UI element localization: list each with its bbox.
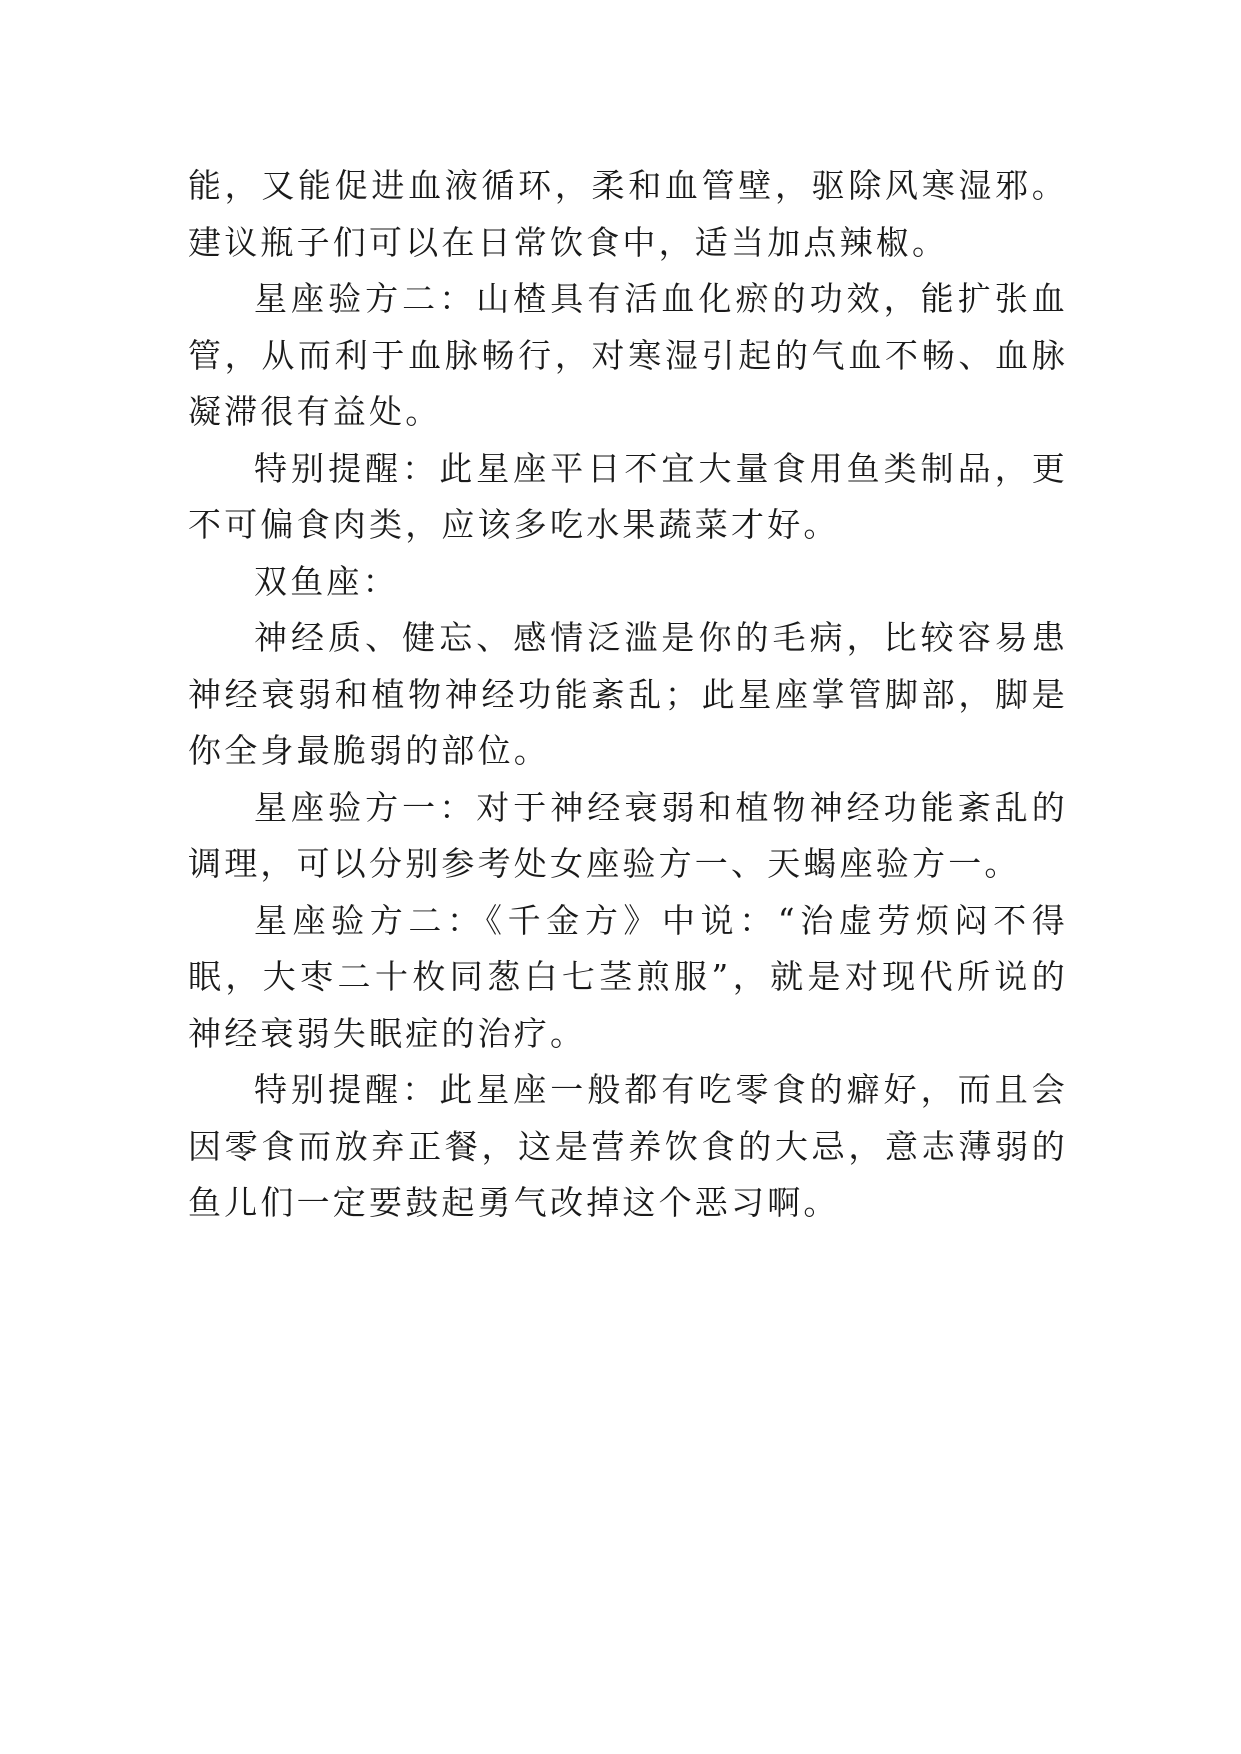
paragraph-continuation: 能，又能促进血液循环，柔和血管壁，驱除风寒湿邪。建议瓶子们可以在日常饮食中，适当加点辣椒。	[188, 166, 1068, 262]
document-body	[188, 158, 1068, 1232]
paragraph-pisces-formula-two: 星座验方二：《千金方》中说：“治虚劳烦闷不得眠，大枣二十枚同葱白七茎煎服”，就是对现代所说的神经衰弱失眠症的治疗。	[188, 900, 1068, 1053]
paragraph-pisces-heading: 双鱼座：	[254, 561, 399, 601]
paragraph-pisces-formula-one: 星座验方一：对于神经衰弱和植物神经功能紊乱的调理，可以分别参考处女座验方一、天蝎座验方一。	[188, 787, 1068, 883]
paragraph-pisces-special-reminder: 特别提醒：此星座一般都有吃零食的癖好，而且会因零食而放弃正餐，这是营养饮食的大忌，意志薄弱的鱼儿们一定要鼓起勇气改掉这个恶习啊。	[188, 1070, 1068, 1222]
paragraph-pisces-intro: 神经质、健忘、感情泛滥是你的毛病，比较容易患神经衰弱和植物神经功能紊乱；此星座掌管脚部，脚是你全身最脆弱的部位。	[188, 618, 1068, 770]
paragraph-special-reminder: 特别提醒：此星座平日不宜大量食用鱼类制品，更不可偏食肉类，应该多吃水果蔬菜才好。	[188, 448, 1068, 544]
paragraph-formula-two: 星座验方二：山楂具有活血化瘀的功效，能扩张血管，从而利于血脉畅行，对寒湿引起的气血不畅、血脉凝滞很有益处。	[188, 279, 1068, 431]
